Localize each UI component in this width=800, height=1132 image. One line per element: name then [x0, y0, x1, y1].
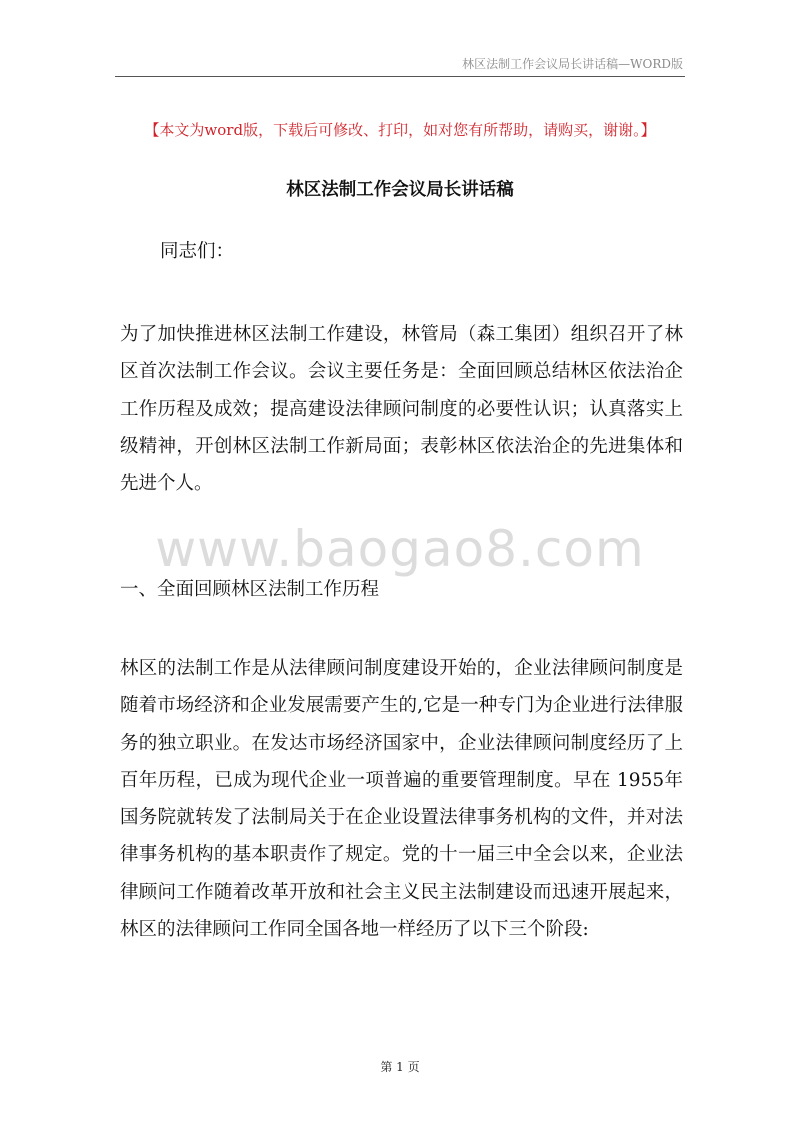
paragraph-intro: 为了加快推进林区法制工作建设，林管局（森工集团）组织召开了林区首次法制工作会议。会议主要任务是：全面回顾总结林区依法治企工作历程及成效；提高建设法律顾问制度的必要性认识；认真落实上级精神，开创林区法制工作新局面；表彰林区依法治企的先进集体和先进个人。	[120, 324, 683, 495]
section-heading: 一、全面回顾林区法制工作历程	[120, 579, 380, 600]
header-divider	[115, 76, 685, 77]
watermark: www.baogao8.com	[155, 520, 645, 578]
running-header: 林区法制工作会议局长讲话稿—WORD版	[462, 57, 683, 71]
paragraph-history: 林区的法制工作是从法律顾问制度建设开始的，企业法律顾问制度是随着市场经济和企业发展需要产生的,它是一种专门为企业进行法律服务的独立职业。在发达市场经济国家中，企业法律顾问制度经历了上百年历程，已成为现代企业一项普遍的重要管理制度。早在 1955年国务院就转发了法制局关于在企业设置法律事务机构的文件，并对法律事务机构的基本职责作了规定。党的十一届三中全会以来，企业法律顾问工作随着改革开放和社会主义民主法制建设而迅速开展起来，林区的法律顾问工作同全国各地一样经历了以下三个阶段:	[120, 658, 683, 941]
document-title: 林区法制工作会议局长讲话稿	[286, 180, 514, 200]
salutation: 同志们：	[160, 241, 235, 262]
page-number: 第 1 页	[380, 1060, 420, 1074]
download-notice: 【本文为word版，下载后可修改、打印，如对您有所帮助，请购买，谢谢。】	[144, 121, 656, 139]
